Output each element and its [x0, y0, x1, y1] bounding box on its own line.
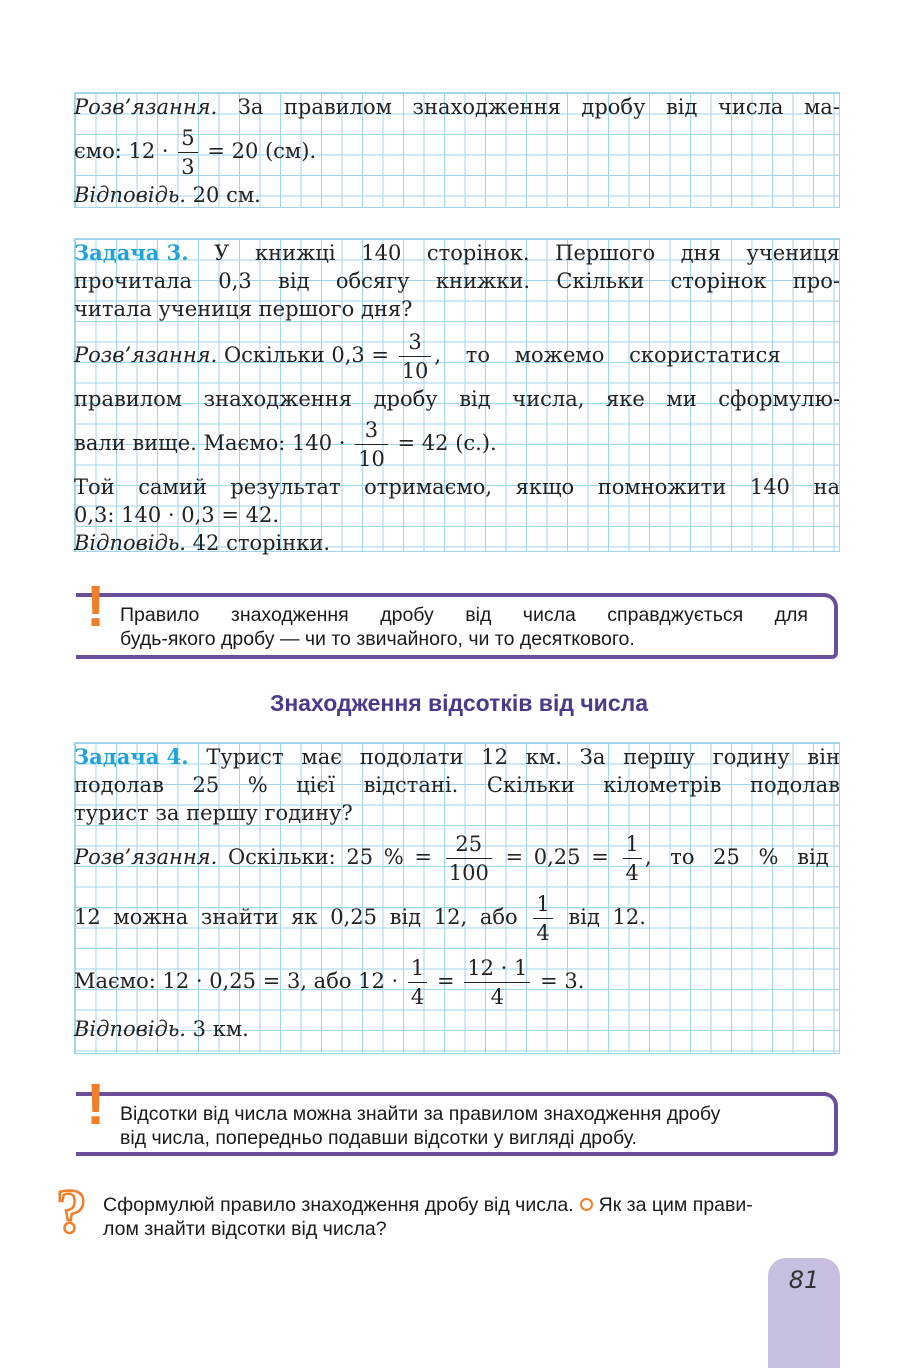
- page-number: 81: [788, 1266, 820, 1294]
- question-text: [103, 1193, 839, 1241]
- task-label: Задача 3.: [74, 240, 189, 265]
- svg-text:?: ?: [56, 1180, 87, 1240]
- fraction: $\frac{5}{3}$: [178, 124, 197, 181]
- task4-answer: Відповідь. 3 км.: [74, 1017, 249, 1041]
- task3-line8: 0,3: 140 · 0,3 = 42.: [74, 503, 279, 527]
- task3-line3: читала учениця першого дня?: [74, 297, 413, 321]
- task3-line7: Той самий результат отримаємо, якщо помножити 140 на: [74, 475, 840, 499]
- bullet-circle-icon: [580, 1198, 593, 1211]
- note2-line2: від числа, попередньо подавши відсотки у вигляді дробу.: [120, 1127, 637, 1149]
- solution-label: Розв’язання.: [74, 95, 218, 119]
- note1-line1: Правило знаходження дробу від числа справджується для: [120, 604, 808, 626]
- fraction: $\frac{1}{4}$: [623, 830, 642, 887]
- task3-line1: Задача 3. У книжці 140 сторінок. Першого дня учениця: [74, 240, 840, 265]
- task4-line3: турист за першу годину?: [74, 801, 353, 825]
- task4-solution: Розв’язання. Оскільки: 25 % = $\frac{25}{100}$ = 0,25 = $\frac{1}{4}$ , то 25 % від: [74, 832, 829, 885]
- task4-line6: Маємо: 12 · 0,25 = 3, або 12 · $\frac{1}{4}$ = $\frac{12 \cdot 1}{4}$ = 3.: [74, 956, 585, 1009]
- task3-line6: вали вище. Маємо: 140 · $\frac{3}{10}$ = 42 (с.).: [74, 418, 497, 471]
- exclamation-icon: !: [86, 1072, 106, 1137]
- task4-line1: Задача 4. Турист має подолати 12 км. За першу годину він: [74, 744, 840, 769]
- fraction: $\frac{1}{4}$: [533, 890, 552, 947]
- task3-solution: Розв’язання. Оскільки 0,3 = $\frac{3}{10}$ , то можемо скористатися: [74, 330, 781, 383]
- fraction: $\frac{3}{10}$: [399, 328, 432, 385]
- task-label: Задача 4.: [74, 744, 189, 769]
- note1-line2: будь-якого дробу — чи то звичайного, чи то десяткового.: [120, 628, 635, 650]
- rule-note-2: [76, 1092, 838, 1156]
- section-heading: Знаходження відсотків від числа: [269, 690, 649, 716]
- task4-line5: 12 можна знайти як 0,25 від 12, або $\frac{1}{4}$ від 12.: [74, 892, 646, 945]
- task3-line2: прочитала 0,3 від обсягу книжки. Скільки сторінок про-: [74, 269, 840, 293]
- fraction: $\frac{12 \cdot 1}{4}$: [464, 954, 530, 1011]
- block1-line1: Розв’язання. За правилом знаходження дробу від числа ма-: [74, 95, 840, 119]
- question-line1: Сформулюй правило знаходження дробу від числа. Як за цим прави-: [103, 1194, 753, 1216]
- question-line2: лом знайти відсотки від числа?: [103, 1218, 387, 1240]
- block1-answer: Відповідь. 20 см.: [74, 183, 261, 207]
- exclamation-icon: !: [86, 574, 106, 639]
- block1-line2: ємо: 12 · $\frac{5}{3}$ = 20 (см).: [74, 126, 317, 179]
- task3-line5: правилом знаходження дробу від числа, яке ми сформулю-: [74, 387, 840, 411]
- fraction: $\frac{3}{10}$: [355, 416, 388, 473]
- fraction: $\frac{1}{4}$: [408, 954, 427, 1011]
- fraction: $\frac{25}{100}$: [446, 830, 492, 887]
- question-mark-icon: [52, 1180, 94, 1240]
- rule-note-1: [76, 593, 838, 659]
- note2-line1: Відсотки від числа можна знайти за правилом знаходження дробу: [120, 1103, 721, 1125]
- task4-line2: подолав 25 % цієї відстані. Скільки кілометрів подолав: [74, 773, 840, 797]
- task3-answer: Відповідь. 42 сторінки.: [74, 531, 331, 555]
